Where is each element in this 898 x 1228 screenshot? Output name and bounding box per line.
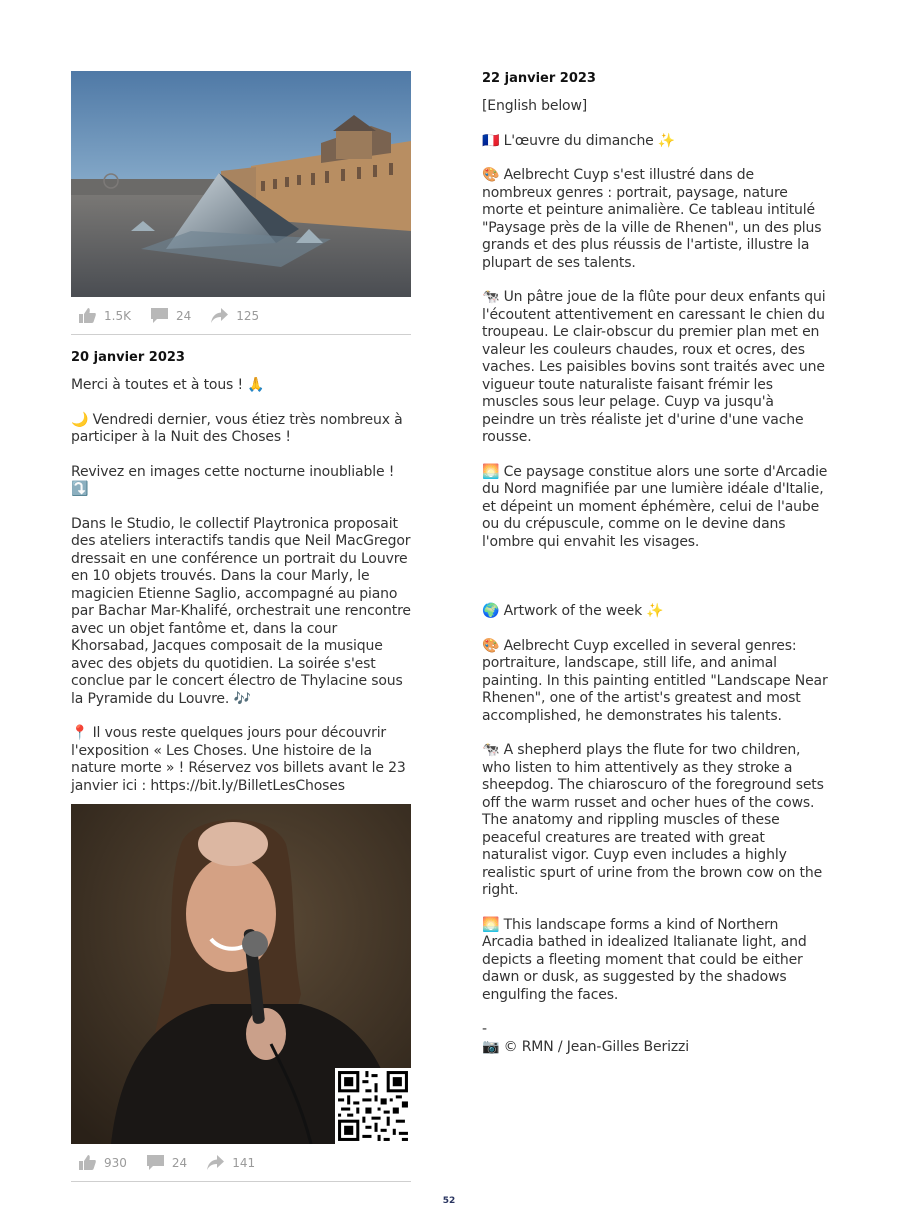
post3-para-6: 🎨 Aelbrecht Cuyp excelled in several genres: portraiture, landscape, still life, and animal painting. In this painting entitled "Landscape Near Rhenen", one of the artist's greatest and most accomplished, he demonstrates his talents.: [482, 637, 828, 724]
post2-date: 20 janvier 2023: [71, 350, 185, 365]
share-icon: [211, 308, 228, 323]
post3-para-3: 🐄 Un pâtre joue de la flûte pour deux enfants qui l'écoutent attentivement en caressant le chien du troupeau. Le clair-obscur du premier plan met en valeur les couleurs chaudes, roux et ocres, des vaches. Les paisibles bovins sont traités avec une vigueur toute naturaliste faisant frémir les muscles sous leur pelage. Cuyp va jusqu'à peindre un très réaliste jet d'urine d'une vache rousse.: [482, 289, 826, 445]
post2-para-4: Dans le Studio, le collectif Playtronica proposait des ateliers interactifs tandis que Neil MacGregor dressait en une conférence un portrait du Louvre en 10 objets trouvés. Dans la cour Marly, le magicien Etienne Saglio, accompagné au piano par Bachar Mar-Khalifé, orchestrait une rencontre avec un objet fantôme et, dans la cour Khorsabad, Jacques composait de la musique avec des objets du quotidien. La soirée s'est conclue par le concert électro de Thylacine sous la Pyramide du Louvre. 🎶: [71, 515, 411, 707]
post3-date: 22 janvier 2023: [482, 71, 596, 86]
right-column: [482, 71, 828, 1056]
like-stat[interactable]: [79, 1155, 127, 1170]
post1-stats: [71, 297, 411, 335]
comment-icon: [147, 1155, 164, 1170]
share-stat[interactable]: [211, 308, 259, 323]
comment-count: 24: [175, 308, 192, 323]
louvre-photo[interactable]: [71, 71, 411, 297]
post3-dash: -: [482, 1021, 487, 1037]
like-stat[interactable]: [79, 308, 131, 323]
left-column: [71, 71, 411, 1182]
post2-para-1: Merci à toutes et à tous ! 🙏: [71, 377, 265, 393]
performer-photo[interactable]: [71, 804, 411, 1144]
post2-stats: [71, 1144, 411, 1182]
post2-para-3: Revivez en images cette nocturne inoubliable ! ⤵️: [71, 463, 395, 497]
post3-para-5: 🌍 Artwork of the week ✨: [482, 603, 664, 619]
like-count: 930: [104, 1155, 127, 1170]
post2-para-5: 📍 Il vous reste quelques jours pour découvrir l'exposition « Les Choses. Une histoire de la nature morte » ! Réservez vos billets avant le 23 janvier ici : https://bit.ly/BilletLesChoses: [71, 725, 406, 794]
post3-text: [482, 98, 828, 1056]
like-count: 1.5K: [104, 308, 131, 323]
comment-stat[interactable]: [151, 308, 191, 323]
share-stat[interactable]: [207, 1155, 255, 1170]
page-number: 52: [442, 1196, 456, 1206]
post3-para-4: 🌅 Ce paysage constitue alors une sorte d'Arcadie du Nord magnifiée par une lumière idéale d'Italie, et dépeint un moment éphémère, celui de l'aube ou du crépuscule, comme on le devine dans l'ombre qui envahit les visages.: [482, 463, 828, 550]
post3-para-1: 🇫🇷 L'œuvre du dimanche ✨: [482, 132, 676, 149]
post3-para-8: 🌅 This landscape forms a kind of Northern Arcadia bathed in idealized Italianate light, and depicts a fleeting moment that could be either dawn or dusk, as suggested by the shadows engulfing the faces.: [482, 916, 807, 1003]
share-count: 141: [232, 1155, 256, 1170]
post3-english-below: [English below]: [482, 98, 588, 114]
post3-para-2: 🎨 Aelbrecht Cuyp s'est illustré dans de nombreux genres : portrait, paysage, nature morte et peinture animalière. Ce tableau intitulé "Paysage près de la ville de Rhenen", un des plus grands et des plus réussis de l'artiste, illustre la plupart de ses talents.: [482, 167, 822, 271]
post2-para-2: 🌙 Vendredi dernier, vous étiez très nombreux à participer à la Nuit des Choses !: [71, 411, 403, 445]
comment-stat[interactable]: [147, 1155, 187, 1170]
post3-credit: 📷 © RMN / Jean-Gilles Berizzi: [482, 1038, 689, 1055]
thumbs-up-icon: [79, 308, 96, 323]
post2-text: [71, 377, 411, 795]
share-icon: [207, 1155, 224, 1170]
share-count: 125: [236, 308, 260, 323]
thumbs-up-icon: [79, 1155, 96, 1170]
post3-para-7: 🐄 A shepherd plays the flute for two children, who listen to him attentively as they stroke a sheepdog. The chiaroscuro of the foreground sets off the warm russet and ocher hues of the cows. The anatomy and rippling muscles of these peaceful creatures are treated with great naturalist vigor. Cuyp even includes a highly realistic spurt of urine from the brown cow on the right.: [482, 742, 824, 898]
qr-code-icon[interactable]: [335, 1068, 411, 1144]
comment-count: 24: [171, 1155, 188, 1170]
comment-icon: [151, 308, 168, 323]
